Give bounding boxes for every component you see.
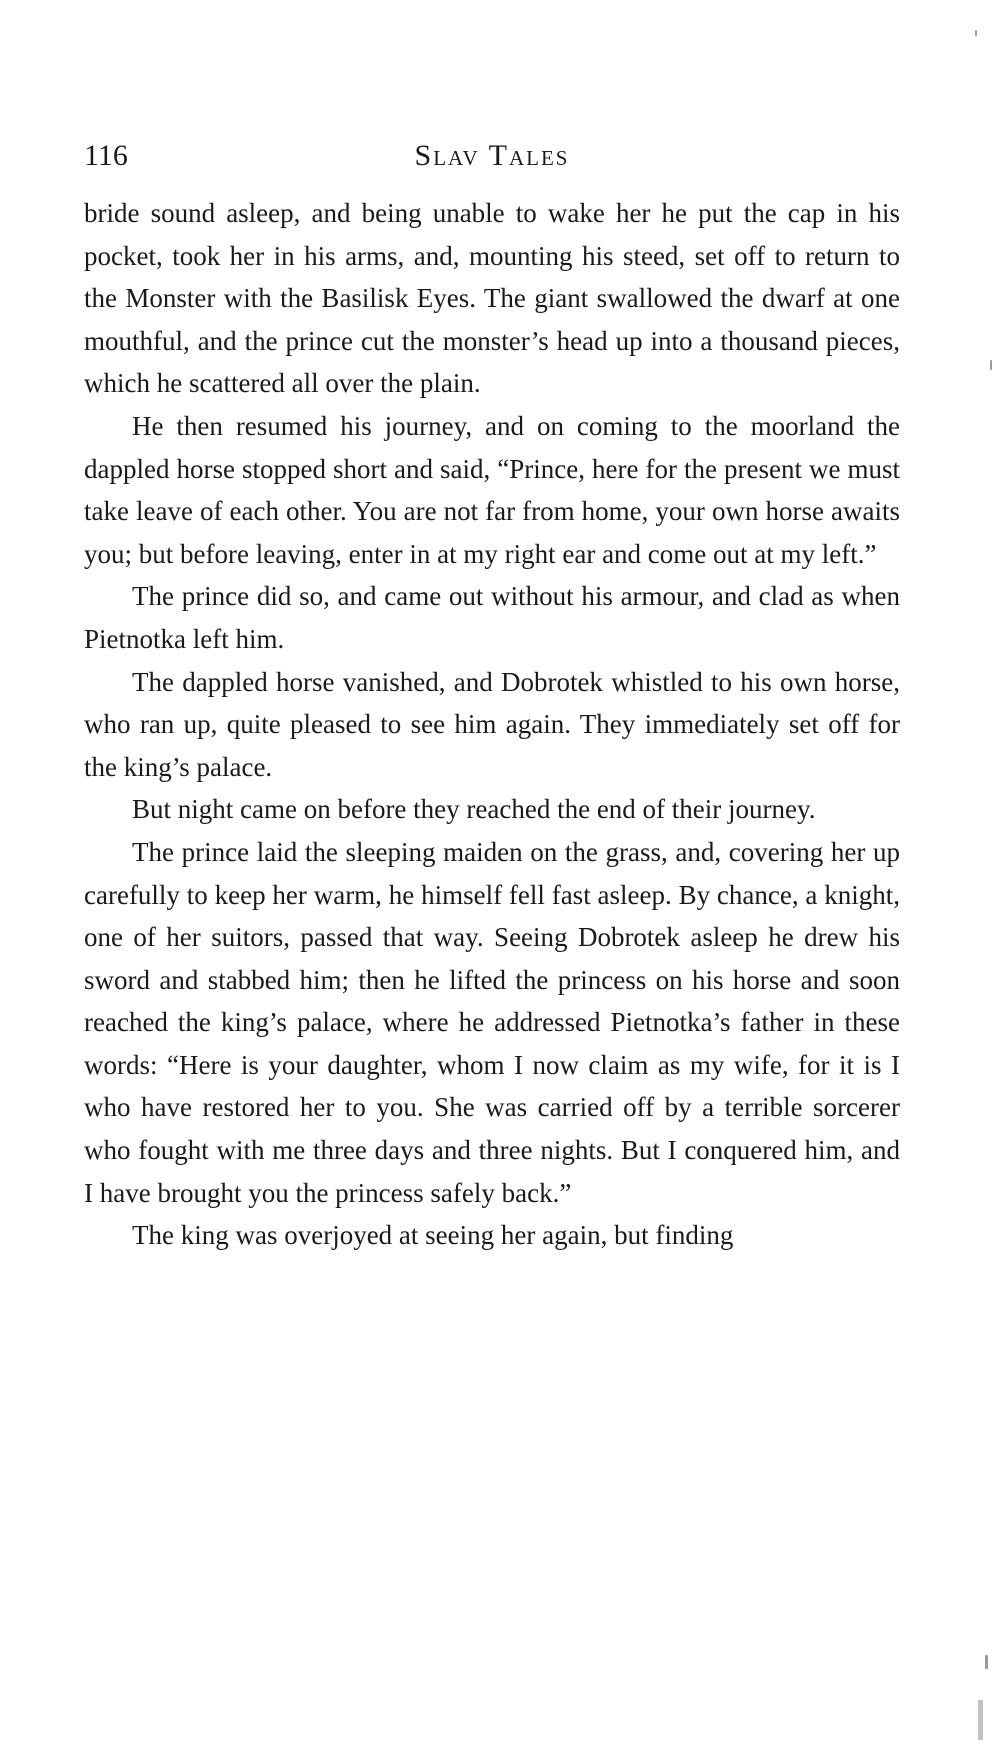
- paragraph: The prince did so, and came out without his armour, and clad as when Pietnotka left him.: [84, 581, 900, 654]
- paragraph: The prince laid the sleeping maiden on the grass, and, covering her up carefully to keep her warm, he himself fell fast asleep. By chance, a knight, one of her suitors, passed that way. Seeing Dobrotek asleep he drew his sword and stabbed him; then he lifted the princess on his horse and soon reached the king’s palace, where he addressed Pietnotka’s father in these words: “Here is your daughter, whom I now claim as my wife, for it is I who have restored her to you. She was carried off by a terrible sorcerer who fought with me three days and three nights. But I conquered him, and I have brought you the princess safely back.”: [84, 836, 900, 1208]
- scan-speck: [990, 360, 992, 370]
- scan-speck: [975, 30, 977, 36]
- paragraph: He then resumed his journey, and on coming to the moorland the dappled horse stopped short and said, “Prince, here for the present we must take leave of each other. You are not far from home, your own horse awaits you; but before leaving, enter in at my right ear and come out at my left.”: [84, 410, 900, 569]
- paragraph: The king was overjoyed at seeing her again, but finding: [132, 1220, 734, 1251]
- scan-speck: [985, 1655, 988, 1669]
- paragraph: The dappled horse vanished, and Dobrotek whistled to his own horse, who ran up, quite pleased to see him again. They immediately set off for the king’s palace.: [84, 666, 900, 782]
- running-title: Slav Tales: [414, 139, 570, 172]
- page-number: 116: [84, 139, 128, 172]
- body-text: [84, 192, 900, 1257]
- paragraph: bride sound asleep, and being unable to wake her he put the cap in his pocket, took her in his arms, and, mounting his steed, set off to return to the Monster with the Basilisk Eyes. The giant swallowed the dwarf at one mouthful, and the prince cut the monster’s head up into a thousand pieces, which he scattered all over the plain.: [84, 198, 900, 399]
- scan-speck: [978, 1700, 983, 1740]
- paragraph: But night came on before they reached the end of their journey.: [132, 794, 816, 825]
- page-header: [84, 136, 900, 176]
